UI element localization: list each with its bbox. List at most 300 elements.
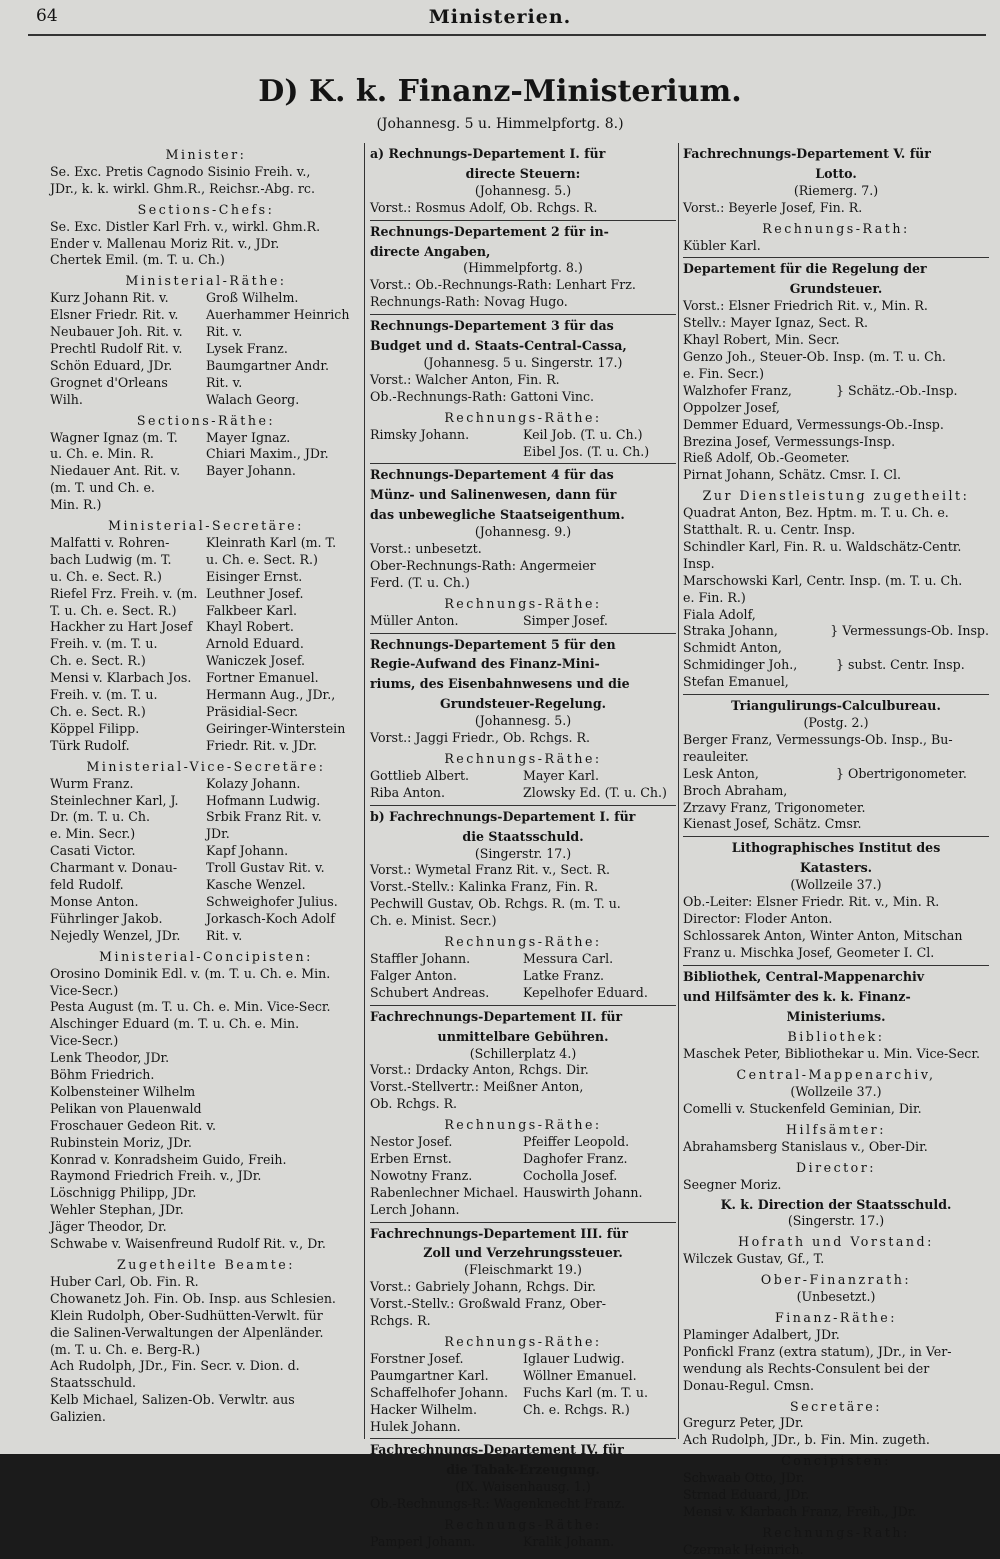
entry-cell: Fuchs Karl (m. T. u. xyxy=(523,1384,648,1400)
entry-cell: Steinlechner Karl, J. xyxy=(50,792,179,808)
section-heading: Ministerial-Vice-Secretäre: xyxy=(86,758,326,774)
department-heading: Lithographisches Institut des xyxy=(731,840,941,856)
entry-row xyxy=(683,623,989,640)
section-heading: Rechnungs-Räthe: xyxy=(444,1334,602,1349)
section-heading: Sections-Chefs: xyxy=(137,201,275,217)
entry-cell: Keil Job. (T. u. Ch.) xyxy=(523,426,643,442)
entry-row xyxy=(370,444,676,461)
entry-row xyxy=(370,1134,676,1151)
entry-row xyxy=(50,324,362,341)
entry-cell: Gottlieb Albert. xyxy=(370,767,470,783)
entry-row xyxy=(50,446,362,463)
entry-line: Insp. xyxy=(683,555,715,571)
entry-line: Marschowski Karl, Centr. Insp. (m. T. u. Ch. xyxy=(683,572,963,588)
entry-cell: Niedauer Ant. Rit. v. xyxy=(50,463,181,479)
entry-line: Kienast Josef, Schätz. Cmsr. xyxy=(683,816,862,832)
entry-row xyxy=(50,603,362,620)
entry-cell xyxy=(206,480,362,497)
entry-row xyxy=(50,843,362,860)
department-heading: Grundsteuer. xyxy=(789,281,883,297)
entry-cell: Ch. e. Sect. R.) xyxy=(50,704,146,719)
entry-row xyxy=(370,1534,676,1551)
department-heading: Regie-Aufwand des Finanz-Mini- xyxy=(370,656,600,672)
department-heading: Triangulirungs-Calculbureau. xyxy=(731,698,941,714)
entry-line: Brezina Josef, Vermessungs-Insp. xyxy=(683,433,896,449)
entry-line: Chowanetz Joh. Fin. Ob. Insp. aus Schlesien. xyxy=(50,1290,336,1306)
entry-row xyxy=(50,687,362,704)
department-heading: die Staatsschuld. xyxy=(462,828,584,844)
entry-row xyxy=(50,928,362,945)
entry-cell: Grognet d'Orleans xyxy=(50,374,168,390)
entry-row xyxy=(683,766,989,783)
entry-cell: Baumgartner Andr. xyxy=(206,357,329,373)
entry-cell xyxy=(836,607,989,624)
entry-cell: Cocholla Josef. xyxy=(523,1167,618,1183)
entry-line: Rechnungs-Rath: Novag Hugo. xyxy=(370,294,568,310)
address-line: (Wollzeile 37.) xyxy=(790,1084,882,1100)
department-heading: Budget und d. Staats-Central-Cassa, xyxy=(370,338,627,354)
entry-cell: Straka Johann, xyxy=(683,623,778,639)
entry-line: Seegner Moriz. xyxy=(683,1176,782,1192)
entry-row xyxy=(370,1151,676,1168)
entry-cell: Walzhofer Franz, xyxy=(683,382,792,398)
section-divider xyxy=(370,463,676,464)
entry-row xyxy=(50,809,362,826)
entry-cell: Rit. v. xyxy=(206,927,243,943)
address-line: (Singerstr. 17.) xyxy=(787,1213,885,1229)
entry-cell: Lesk Anton, xyxy=(683,765,759,781)
entry-cell: Stefan Emanuel, xyxy=(683,674,789,690)
entry-cell: Hulek Johann. xyxy=(370,1418,461,1434)
entry-cell: Forstner Josef. xyxy=(370,1350,464,1366)
entry-row xyxy=(50,430,362,447)
department-heading: unmittelbare Gebühren. xyxy=(437,1028,609,1044)
entry-cell: Kralik Johann. xyxy=(523,1533,615,1549)
entry-cell: Kapf Johann. xyxy=(206,843,289,859)
entry-cell: Mensi v. Klarbach Jos. xyxy=(50,670,192,686)
entry-line: Schlossarek Anton, Winter Anton, Mitschan xyxy=(683,927,963,943)
department-heading: Zoll und Verzehrungssteuer. xyxy=(423,1245,623,1261)
entry-line: Klein Rudolph, Ober-Sudhütten-Verwlt. für xyxy=(50,1307,323,1323)
entry-row xyxy=(50,911,362,928)
section-divider xyxy=(370,805,676,806)
section-heading: Hilfsämter: xyxy=(786,1121,886,1137)
section-heading: Minister: xyxy=(165,147,247,162)
entry-line: Rchgs. R. xyxy=(370,1313,431,1329)
entry-line: Vorst.: Gabriely Johann, Rchgs. Dir. xyxy=(370,1279,597,1295)
entry-line: Ch. e. Minist. Secr.) xyxy=(370,913,497,929)
entry-line: Vice-Secr.) xyxy=(50,1033,119,1049)
entry-cell: Srbik Franz Rit. v. xyxy=(206,809,322,825)
entry-line: Wilczek Gustav, Gf., T. xyxy=(683,1251,825,1267)
section-heading: Rechnungs-Räthe: xyxy=(444,934,602,950)
entry-cell: Khayl Robert. xyxy=(206,619,294,635)
entry-cell: u. Ch. e. Sect. R.) xyxy=(50,568,162,584)
section-divider xyxy=(683,965,989,966)
department-heading: Departement für die Regelung der xyxy=(683,261,927,277)
entry-line: Vorst.: Drdacky Anton, Rchgs. Dir. xyxy=(370,1062,589,1078)
entry-row xyxy=(683,783,989,800)
entry-line: Schwaab Otto, JDr. xyxy=(683,1470,805,1486)
entry-cell: Riefel Frz. Freih. v. (m. xyxy=(50,585,198,601)
entry-line: Jäger Theodor, Dr. xyxy=(50,1219,167,1235)
entry-cell: Jorkasch-Koch Adolf xyxy=(206,910,335,926)
section-heading: Rechnungs-Rath: xyxy=(762,220,910,236)
entry-line: e. Fin. Secr.) xyxy=(683,365,765,381)
entry-line: wendung als Rechts-Consulent bei der xyxy=(683,1360,930,1376)
entry-line: Czermak Heinrich. xyxy=(683,1541,804,1557)
entry-cell: Hofmann Ludwig. xyxy=(206,792,321,808)
entry-cell: Pamperl Johann. xyxy=(370,1533,476,1549)
entry-cell: Broch Abraham, xyxy=(683,782,788,798)
entry-row xyxy=(683,383,989,400)
address-line: (Johannesg. 9.) xyxy=(474,524,572,540)
department-heading: Rechnungs-Departement 5 für den xyxy=(370,636,616,652)
address-line: (Johannesg. 5.) xyxy=(474,713,572,729)
entry-line: Alschinger Eduard (m. T. u. Ch. e. Min. xyxy=(50,1016,300,1032)
entry-line: Ach Rudolph, JDr., Fin. Secr. v. Dion. d. xyxy=(50,1358,300,1374)
ministry-address: (Johannesg. 5 u. Himmelpfortg. 8.) xyxy=(376,116,624,132)
entry-line: e. Fin. R.) xyxy=(683,589,746,605)
entry-row xyxy=(50,290,362,307)
entry-row xyxy=(50,307,362,324)
entry-cell xyxy=(206,497,362,514)
entry-line: Ender v. Mallenau Moriz Rit. v., JDr. xyxy=(50,235,280,251)
department-heading: Fachrechnungs-Departement V. für xyxy=(683,146,931,161)
entry-line: Ponfickl Franz (extra statum), JDr., in Ver- xyxy=(683,1343,952,1359)
section-divider xyxy=(370,1438,676,1439)
entry-cell: Zlowsky Ed. (T. u. Ch.) xyxy=(523,784,667,800)
entry-cell: Schweighofer Julius. xyxy=(206,893,338,909)
entry-cell: Ch. e. Sect. R.) xyxy=(50,653,146,669)
column-1 xyxy=(50,143,362,1439)
entry-line: Director: Floder Anton. xyxy=(683,910,833,926)
section-heading: Rechnungs-Räthe: xyxy=(444,1517,602,1533)
entry-row xyxy=(370,427,676,444)
entry-line: Se. Exc. Pretis Cagnodo Sisinio Freih. v., xyxy=(50,163,311,179)
entry-cell: Wilh. xyxy=(50,391,83,407)
section-heading: Rechnungs-Räthe: xyxy=(444,1117,602,1133)
department-heading: Katasters. xyxy=(799,860,873,876)
department-heading: riums, des Eisenbahnwesens und die xyxy=(370,676,630,692)
section-divider xyxy=(370,1222,676,1223)
entry-line: Demmer Eduard, Vermessungs-Ob.-Insp. xyxy=(683,416,944,432)
column-divider-2 xyxy=(678,143,679,1439)
entry-row xyxy=(370,768,676,785)
entry-row xyxy=(50,860,362,877)
entry-row xyxy=(50,738,362,755)
entry-row xyxy=(50,480,362,497)
entry-line: Kelb Michael, Salizen-Ob. Verwltr. aus xyxy=(50,1392,295,1408)
entry-row xyxy=(50,341,362,358)
entry-cell: Simper Josef. xyxy=(523,612,608,628)
section-divider xyxy=(370,633,676,634)
address-line: (Riemerg. 7.) xyxy=(793,182,879,198)
entry-cell: feld Rudolf. xyxy=(50,877,124,893)
department-heading: Ministeriums. xyxy=(786,1008,886,1024)
entry-line: Pechwill Gustav, Ob. Rchgs. R. (m. T. u. xyxy=(370,896,621,912)
entry-cell xyxy=(836,640,989,657)
section-heading: Ober-Finanzrath: xyxy=(760,1272,912,1288)
entry-cell: Messura Carl. xyxy=(523,950,614,966)
entry-line: Abrahamsberg Stanislaus v., Ober-Dir. xyxy=(683,1138,928,1154)
entry-cell: Nowotny Franz. xyxy=(370,1167,473,1183)
section-heading: Concipisten: xyxy=(781,1453,891,1469)
entry-cell: Wagner Ignaz (m. T. xyxy=(50,429,178,445)
section-heading: Rechnungs-Räthe: xyxy=(444,409,602,425)
entry-cell: Falger Anton. xyxy=(370,967,457,983)
entry-line: Vorst.: Wymetal Franz Rit. v., Sect. R. xyxy=(370,862,610,878)
entry-cell: Iglauer Ludwig. xyxy=(523,1350,625,1366)
entry-line: Ach Rudolph, JDr., b. Fin. Min. zugeth. xyxy=(683,1432,930,1448)
entry-cell: Mayer Ignaz. xyxy=(206,429,291,445)
entry-line: Donau-Regul. Cmsn. xyxy=(683,1377,814,1393)
entry-cell: Friedr. Rit. v. JDr. xyxy=(206,737,317,753)
entry-row xyxy=(370,1419,676,1436)
entry-line: Vorst.: Ob.-Rechnungs-Rath: Lenhart Frz. xyxy=(370,277,636,293)
entry-line: Wehler Stephan, JDr. xyxy=(50,1202,184,1218)
column-2 xyxy=(370,143,676,1549)
entry-line: Statthalt. R. u. Centr. Insp. xyxy=(683,522,856,538)
entry-cell: Troll Gustav Rit. v. xyxy=(206,860,325,876)
entry-line: Raymond Friedrich Freih. v., JDr. xyxy=(50,1168,262,1184)
entry-cell: Staffler Johann. xyxy=(370,950,471,966)
entry-cell: Köppel Filipp. xyxy=(50,720,140,736)
entry-line: Zrzavy Franz, Trigonometer. xyxy=(683,799,866,815)
entry-cell: Prechtl Rudolf Rit. v. xyxy=(50,340,183,356)
entry-line: Franz u. Mischka Josef, Geometer I. Cl. xyxy=(683,944,935,960)
section-heading: Ministerial-Räthe: xyxy=(125,273,287,289)
section-divider xyxy=(370,1005,676,1006)
entry-cell: Kleinrath Karl (m. T. xyxy=(206,534,337,550)
entry-row xyxy=(50,670,362,687)
entry-cell: Chiari Maxim., JDr. xyxy=(206,446,329,462)
entry-line: Pesta August (m. T. u. Ch. e. Min. Vice-Secr. xyxy=(50,999,331,1015)
address-line: (Johannesg. 5 u. Singerstr. 17.) xyxy=(423,354,623,370)
section-heading: Bibliothek: xyxy=(787,1029,885,1045)
entry-cell: Mayer Karl. xyxy=(523,767,599,783)
section-divider xyxy=(683,694,989,695)
entry-line: Berger Franz, Vermessungs-Ob. Insp., Bu- xyxy=(683,731,953,747)
entry-row xyxy=(370,785,676,802)
entry-line: Vorst.: Beyerle Josef, Fin. R. xyxy=(683,199,863,215)
entry-cell xyxy=(370,444,523,461)
entry-line: Ob. Rchgs. R. xyxy=(370,1096,458,1112)
entry-row xyxy=(50,619,362,636)
section-divider xyxy=(370,220,676,221)
entry-row xyxy=(683,400,989,417)
entry-cell: Elsner Friedr. Rit. v. xyxy=(50,307,179,323)
section-heading: Director: xyxy=(795,1159,877,1175)
address-line: (Postg. 2.) xyxy=(803,715,869,730)
entry-line: die Salinen-Verwaltungen der Alpenländer. xyxy=(50,1324,324,1340)
entry-cell: Bayer Johann. xyxy=(206,463,296,479)
entry-cell: Türk Rudolf. xyxy=(50,737,130,753)
entry-cell: bach Ludwig (m. T. xyxy=(50,551,172,567)
entry-line: Maschek Peter, Bibliothekar u. Min. Vice-Secr. xyxy=(683,1046,980,1062)
entry-line: Pelikan von Plauenwald xyxy=(50,1100,202,1116)
entry-line: Vorst.: Walcher Anton, Fin. R. xyxy=(370,371,560,387)
entry-row xyxy=(683,674,989,691)
entry-cell: Oppolzer Josef, xyxy=(683,399,780,415)
entry-row xyxy=(370,613,676,630)
entry-cell: } Schätz.-Ob.-Insp. xyxy=(836,382,958,398)
department-heading: die Tabak-Erzeugung. xyxy=(446,1462,600,1478)
entry-row xyxy=(683,657,989,674)
entry-line: Ober-Rechnungs-Rath: Angermeier xyxy=(370,557,596,573)
entry-cell: Malfatti v. Rohren- xyxy=(50,534,170,550)
entry-cell: Leuthner Josef. xyxy=(206,585,304,601)
column-divider-1 xyxy=(364,143,365,1439)
entry-line: Pirnat Johann, Schätz. Cmsr. I. Cl. xyxy=(683,467,902,483)
entry-cell: Latke Franz. xyxy=(523,967,605,983)
entry-cell: Waniczek Josef. xyxy=(206,653,306,669)
entry-cell: Rit. v. xyxy=(206,374,243,390)
entry-line: Schindler Karl, Fin. R. u. Waldschätz-Centr. xyxy=(683,538,962,554)
entry-line: Rubinstein Moriz, JDr. xyxy=(50,1134,192,1150)
entry-line: Ob.-Rechnungs-Rath: Gattoni Vinc. xyxy=(370,388,595,404)
department-heading: Rechnungs-Departement 2 für in- xyxy=(370,223,609,239)
department-heading: Grundsteuer-Regelung. xyxy=(439,696,607,712)
entry-cell: Walach Georg. xyxy=(206,391,300,407)
department-heading: und Hilfsämter des k. k. Finanz- xyxy=(683,988,911,1004)
entry-row xyxy=(50,569,362,586)
entry-cell: Eisinger Ernst. xyxy=(206,568,303,584)
entry-row xyxy=(50,375,362,392)
column-3 xyxy=(683,143,989,1557)
entry-cell: Müller Anton. xyxy=(370,612,459,628)
entry-cell: Kasche Wenzel. xyxy=(206,877,306,893)
entry-cell: Monse Anton. xyxy=(50,893,139,909)
entry-cell xyxy=(836,674,989,691)
entry-row xyxy=(370,1185,676,1202)
entry-row xyxy=(50,636,362,653)
entry-line: Vice-Secr.) xyxy=(50,982,119,998)
entry-line: (m. T. u. Ch. e. Berg-R.) xyxy=(50,1341,201,1357)
section-heading: Finanz-Räthe: xyxy=(774,1310,898,1325)
entry-cell: Eibel Jos. (T. u. Ch.) xyxy=(523,443,650,459)
entry-cell xyxy=(523,1202,676,1219)
entry-row xyxy=(50,586,362,603)
entry-line: Kübler Karl. xyxy=(683,237,761,253)
entry-cell: Kurz Johann Rit. v. xyxy=(50,290,169,306)
entry-row xyxy=(370,1368,676,1385)
entry-cell xyxy=(836,400,989,417)
entry-line: Khayl Robert, Min. Secr. xyxy=(683,332,840,348)
department-heading: a) Rechnungs-Departement I. für xyxy=(370,146,606,161)
entry-line: Rieß Adolf, Ob.-Geometer. xyxy=(683,450,850,466)
entry-line: Strnad Eduard, JDr. xyxy=(683,1487,810,1503)
address-line: (Himmelpfortg. 8.) xyxy=(463,260,583,276)
entry-cell: u. Ch. e. Sect. R.) xyxy=(206,551,318,567)
entry-row xyxy=(50,776,362,793)
entry-line: Lenk Theodor, JDr. xyxy=(50,1050,170,1066)
section-heading: Secretäre: xyxy=(790,1398,882,1414)
entry-cell: Casati Victor. xyxy=(50,843,136,859)
entry-line: Gregurz Peter, JDr. xyxy=(683,1415,804,1431)
entry-line: Comelli v. Stuckenfeld Geminian, Dir. xyxy=(683,1101,922,1117)
entry-cell: u. Ch. e. Min. R. xyxy=(50,446,154,462)
department-heading: das unbewegliche Staatseigenthum. xyxy=(370,507,625,523)
department-heading: b) Fachrechnungs-Departement I. für xyxy=(370,808,636,824)
section-heading: Zur Dienstleistung zugetheilt: xyxy=(702,488,970,504)
section-heading: Rechnungs-Räthe: xyxy=(444,595,602,611)
entry-cell xyxy=(836,783,989,800)
entry-row xyxy=(50,894,362,911)
section-divider xyxy=(683,836,989,837)
entry-line: Ferd. (T. u. Ch.) xyxy=(370,574,470,590)
entry-row xyxy=(50,358,362,375)
entry-cell: Charmant v. Donau- xyxy=(50,860,178,876)
entry-cell: Schön Eduard, JDr. xyxy=(50,357,173,373)
entry-cell: T. u. Ch. e. Sect. R.) xyxy=(50,602,177,618)
department-heading: Rechnungs-Departement 3 für das xyxy=(370,318,614,334)
address-line: (Fleischmarkt 19.) xyxy=(464,1262,582,1278)
entry-line: Se. Exc. Distler Karl Frh. v., wirkl. Ghm.R. xyxy=(50,218,321,234)
entry-line: Vorst.: Jaggi Friedr., Ob. Rchgs. R. xyxy=(370,730,591,746)
entry-row xyxy=(50,721,362,738)
entry-cell: Neubauer Joh. Rit. v. xyxy=(50,324,183,340)
entry-cell: JDr. xyxy=(206,826,230,842)
entry-row xyxy=(50,392,362,409)
entry-line: Schwabe v. Waisenfreund Rudolf Rit. v., Dr. xyxy=(50,1236,326,1252)
entry-cell: Schmidt Anton, xyxy=(683,640,782,656)
entry-line: Chertek Emil. (m. T. u. Ch.) xyxy=(50,252,225,268)
entry-cell: Hauswirth Johann. xyxy=(523,1184,643,1200)
entry-row xyxy=(50,653,362,670)
entry-row xyxy=(370,1202,676,1219)
department-heading: K. k. Direction der Staatsschuld. xyxy=(720,1196,952,1212)
page-number: 64 xyxy=(36,6,58,26)
entry-row xyxy=(50,463,362,480)
department-heading: directe Steuern: xyxy=(465,165,581,181)
entry-line: Plaminger Adalbert, JDr. xyxy=(683,1326,840,1342)
address-line: (Schillerplatz 4.) xyxy=(469,1045,577,1061)
section-heading: Zugetheilte Beamte: xyxy=(117,1257,295,1272)
entry-row xyxy=(683,640,989,657)
entry-cell: Kolazy Johann. xyxy=(206,775,301,791)
entry-cell: Schmidinger Joh., xyxy=(683,657,798,673)
entry-cell: Schubert Andreas. xyxy=(370,984,490,1000)
entry-cell: Pfeiffer Leopold. xyxy=(523,1134,630,1150)
entry-line: Stellv.: Mayer Ignaz, Sect. R. xyxy=(683,315,869,331)
address-line: (Singerstr. 17.) xyxy=(474,845,572,861)
entry-cell: } subst. Centr. Insp. xyxy=(836,657,965,673)
entry-cell: Rimsky Johann. xyxy=(370,426,470,442)
entry-cell: Geiringer-Winterstein xyxy=(206,720,346,736)
department-heading: Bibliothek, Central-Mappenarchiv xyxy=(683,968,925,984)
entry-cell: Führlinger Jakob. xyxy=(50,910,163,926)
department-heading: Rechnungs-Departement 4 für das xyxy=(370,467,614,483)
entry-cell: Fortner Emanuel. xyxy=(206,670,319,686)
entry-cell xyxy=(523,1419,676,1436)
entry-row xyxy=(370,985,676,1002)
entry-cell: Auerhammer Heinrich xyxy=(206,307,350,323)
entry-cell: } Obertrigonometer. xyxy=(836,765,967,781)
entry-row xyxy=(50,497,362,514)
entry-cell: Hermann Aug., JDr., xyxy=(206,687,336,703)
entry-cell: Rabenlechner Michael. xyxy=(370,1184,519,1200)
entry-cell: Dr. (m. T. u. Ch. xyxy=(50,809,151,825)
section-heading: Rechnungs-Rath: xyxy=(762,1524,910,1540)
entry-row xyxy=(370,1385,676,1402)
department-heading: Fachrechnungs-Departement IV. für xyxy=(370,1442,624,1458)
entry-cell: Kepelhofer Eduard. xyxy=(523,984,648,1000)
entry-cell: e. Min. Secr.) xyxy=(50,826,136,842)
section-heading: Ministerial-Secretäre: xyxy=(108,518,304,534)
entry-cell: Lysek Franz. xyxy=(206,340,288,356)
entry-row xyxy=(50,704,362,721)
